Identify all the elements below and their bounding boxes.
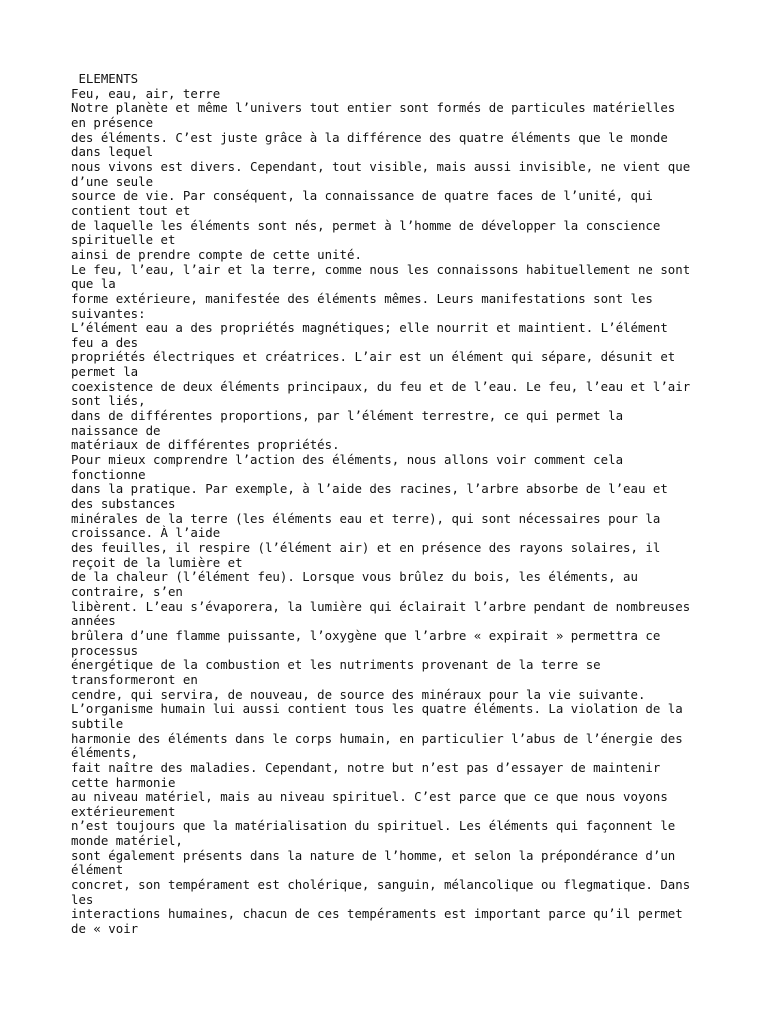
- text-line: L’élément eau a des propriétés magnétiques; elle nourrit et maintient. L’élément: [71, 320, 668, 336]
- text-line: que la: [71, 276, 116, 292]
- text-line: naissance de: [71, 422, 161, 438]
- text-line: sont également présents dans la nature de l’homme, et selon la prépondérance d’un: [71, 847, 676, 863]
- text-line: au niveau matériel, mais au niveau spirituel. C’est parce que ce que nous voyons: [71, 789, 668, 805]
- text-line: nous vivons est divers. Cependant, tout visible, mais aussi invisible, ne vient que: [71, 158, 691, 174]
- text-line: des éléments. C’est juste grâce à la différence des quatre éléments que le monde: [71, 129, 668, 145]
- text-line: d’une seule: [71, 173, 154, 189]
- text-line: source de vie. Par conséquent, la connaissance de quatre faces de l’unité, qui: [71, 188, 653, 204]
- text-line: éléments,: [71, 745, 139, 761]
- text-line: spirituelle et: [71, 232, 176, 248]
- text-line: L’organisme humain lui aussi contient tous les quatre éléments. La violation de la: [71, 701, 683, 717]
- text-line: minérales de la terre (les éléments eau et terre), qui sont nécessaires pour la: [71, 510, 661, 526]
- text-line: de « voir: [71, 921, 139, 937]
- text-line: ainsi de prendre compte de cette unité.: [71, 246, 362, 262]
- text-line: fait naître des maladies. Cependant, notre but n’est pas d’essayer de maintenir: [71, 759, 661, 775]
- text-line: libèrent. L’eau s’évaporera, la lumière qui éclairait l’arbre pendant de nombreuses: [71, 598, 691, 614]
- text-line: extérieurement: [71, 803, 176, 819]
- text-line: processus: [71, 642, 139, 658]
- text-line: années: [71, 613, 116, 629]
- text-line: n’est toujours que la matérialisation du spirituel. Les éléments qui façonnent le: [71, 818, 676, 834]
- text-line: Notre planète et même l’univers tout entier sont formés de particules matérielles: [71, 100, 676, 116]
- text-line: coexistence de deux éléments principaux, du feu et de l’eau. Le feu, l’eau et l’air: [71, 378, 691, 394]
- text-line: concret, son tempérament est cholérique, sanguin, mélancolique ou flegmatique. Dans: [71, 877, 691, 893]
- text-line: cendre, qui servira, de nouveau, de source des minéraux pour la vie suivante.: [71, 686, 646, 702]
- text-line: Le feu, l’eau, l’air et la terre, comme nous les connaissons habituellement ne sont: [71, 261, 691, 277]
- text-line: suivantes:: [71, 305, 146, 321]
- text-line: propriétés électriques et créatrices. L’air est un élément qui sépare, désunit et: [71, 349, 676, 365]
- text-line: sont liés,: [71, 393, 146, 409]
- text-line: énergétique de la combustion et les nutriments provenant de la terre se: [71, 657, 601, 673]
- text-line: de la chaleur (l’élément feu). Lorsque vous brûlez du bois, les éléments, au: [71, 569, 638, 585]
- text-line: fonctionne: [71, 466, 146, 482]
- text-line: feu a des: [71, 334, 139, 350]
- text-line: dans lequel: [71, 144, 154, 160]
- text-line: croissance. À l’aide: [71, 525, 221, 541]
- text-line: interactions humaines, chacun de ces tempéraments est important parce qu’il permet: [71, 906, 683, 922]
- text-line: permet la: [71, 364, 139, 380]
- text-line: des feuilles, il respire (l’élément air) et en présence des rayons solaires, il: [71, 540, 661, 555]
- text-line: matériaux de différentes propriétés.: [71, 437, 340, 453]
- document-title: ELEMENTS: [71, 71, 139, 86]
- text-line: reçoit de la lumière et: [71, 554, 243, 570]
- text-line: monde matériel,: [71, 833, 183, 849]
- text-line: contient tout et: [71, 202, 191, 218]
- text-line: Feu, eau, air, terre: [71, 85, 221, 101]
- text-line: dans la pratique. Par exemple, à l’aide des racines, l’arbre absorbe de l’eau et: [71, 481, 668, 497]
- document-text: [71, 72, 731, 937]
- text-line: des substances: [71, 496, 176, 512]
- text-line: contraire, s’en: [71, 583, 183, 599]
- text-line: transformeront en: [71, 671, 198, 687]
- text-line: Pour mieux comprendre l’action des éléments, nous allons voir comment cela: [71, 452, 624, 468]
- text-line: cette harmonie: [71, 774, 176, 790]
- text-line: forme extérieure, manifestée des éléments mêmes. Leurs manifestations sont les: [71, 290, 653, 306]
- text-line: brûlera d’une flamme puissante, l’oxygène que l’arbre « expirait » permettra ce: [71, 627, 661, 643]
- text-line: subtile: [71, 715, 124, 731]
- text-line: élément: [71, 862, 124, 878]
- text-line: harmonie des éléments dans le corps humain, en particulier l’abus de l’énergie des: [71, 730, 683, 746]
- text-line: de laquelle les éléments sont nés, permet à l’homme de développer la conscience: [71, 217, 661, 233]
- text-line: les: [71, 891, 94, 907]
- text-line: en présence: [71, 114, 154, 130]
- document-page: [71, 72, 731, 937]
- text-line: dans de différentes proportions, par l’élément terrestre, ce qui permet la: [71, 408, 624, 424]
